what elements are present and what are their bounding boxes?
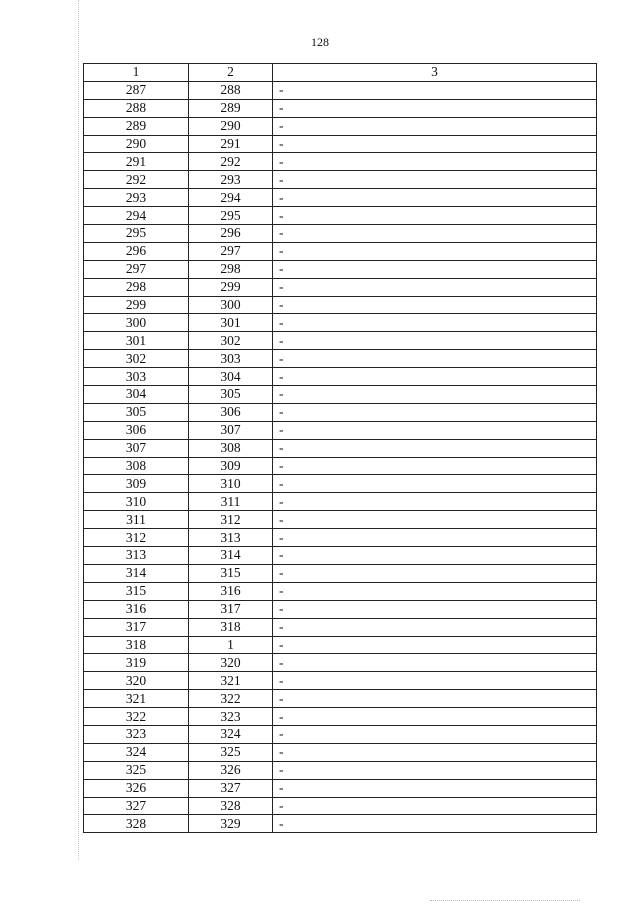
- table-row: [84, 618, 597, 636]
- table-cell-col1: 287: [84, 81, 189, 99]
- table-cell-col2: 311: [189, 493, 273, 511]
- table-cell-col2: 312: [189, 511, 273, 529]
- table-cell-col1: 321: [84, 690, 189, 708]
- table-cell-col2: 291: [189, 135, 273, 153]
- scan-edge-line: [78, 0, 79, 860]
- column-header-3: 3: [273, 64, 597, 82]
- table-row: [84, 332, 597, 350]
- table-cell-col2: 293: [189, 171, 273, 189]
- header-row: [84, 64, 597, 82]
- table-cell-col3: -: [273, 636, 597, 654]
- table-cell-col2: 329: [189, 815, 273, 833]
- table-cell-col2: 322: [189, 690, 273, 708]
- table-cell-col1: 323: [84, 725, 189, 743]
- data-table: [83, 63, 597, 833]
- table-row: [84, 529, 597, 547]
- table-cell-col3: -: [273, 672, 597, 690]
- table-row: [84, 815, 597, 833]
- table-row: [84, 797, 597, 815]
- table-cell-col3: -: [273, 708, 597, 726]
- table-cell-col1: 301: [84, 332, 189, 350]
- table-row: [84, 368, 597, 386]
- table-cell-col1: 297: [84, 260, 189, 278]
- table-cell-col2: 309: [189, 457, 273, 475]
- table-row: [84, 99, 597, 117]
- table-cell-col2: 313: [189, 529, 273, 547]
- table-row: [84, 779, 597, 797]
- table-cell-col2: 296: [189, 225, 273, 243]
- table-cell-col3: -: [273, 564, 597, 582]
- table-cell-col3: -: [273, 582, 597, 600]
- table-cell-col3: -: [273, 332, 597, 350]
- table-row: [84, 439, 597, 457]
- table-row: [84, 296, 597, 314]
- table-row: [84, 547, 597, 565]
- table-cell-col3: -: [273, 314, 597, 332]
- table-row: [84, 672, 597, 690]
- table-row: [84, 564, 597, 582]
- table-cell-col2: 294: [189, 189, 273, 207]
- table-row: [84, 743, 597, 761]
- table-cell-col1: 306: [84, 421, 189, 439]
- table-row: [84, 457, 597, 475]
- table-cell-col3: -: [273, 493, 597, 511]
- table-cell-col2: 328: [189, 797, 273, 815]
- table-cell-col1: 289: [84, 117, 189, 135]
- table-row: [84, 654, 597, 672]
- table-cell-col3: -: [273, 99, 597, 117]
- table-cell-col2: 327: [189, 779, 273, 797]
- table-cell-col2: 315: [189, 564, 273, 582]
- table-row: [84, 260, 597, 278]
- table-row: [84, 690, 597, 708]
- table-cell-col2: 306: [189, 403, 273, 421]
- table-row: [84, 708, 597, 726]
- page-number: 128: [311, 35, 329, 49]
- table-cell-col1: 322: [84, 708, 189, 726]
- table-cell-col2: 323: [189, 708, 273, 726]
- table-cell-col1: 317: [84, 618, 189, 636]
- table-cell-col2: 295: [189, 207, 273, 225]
- table-cell-col2: 290: [189, 117, 273, 135]
- table-cell-col1: 327: [84, 797, 189, 815]
- table-cell-col3: -: [273, 421, 597, 439]
- table-cell-col3: -: [273, 618, 597, 636]
- table-row: [84, 242, 597, 260]
- table-cell-col1: 315: [84, 582, 189, 600]
- table-cell-col2: 1: [189, 636, 273, 654]
- table-cell-col2: 288: [189, 81, 273, 99]
- table-cell-col2: 301: [189, 314, 273, 332]
- table-row: [84, 81, 597, 99]
- table-cell-col1: 324: [84, 743, 189, 761]
- table-row: [84, 117, 597, 135]
- table-cell-col1: 303: [84, 368, 189, 386]
- table-cell-col1: 291: [84, 153, 189, 171]
- table-cell-col2: 317: [189, 600, 273, 618]
- table-cell-col2: 300: [189, 296, 273, 314]
- table-cell-col3: -: [273, 225, 597, 243]
- table-cell-col3: -: [273, 171, 597, 189]
- table-cell-col3: -: [273, 743, 597, 761]
- table-cell-col3: -: [273, 761, 597, 779]
- table-cell-col3: -: [273, 654, 597, 672]
- table-cell-col1: 298: [84, 278, 189, 296]
- table-cell-col1: 311: [84, 511, 189, 529]
- table-cell-col1: 293: [84, 189, 189, 207]
- table-cell-col2: 292: [189, 153, 273, 171]
- table-cell-col1: 295: [84, 225, 189, 243]
- table-row: [84, 582, 597, 600]
- table-cell-col3: -: [273, 207, 597, 225]
- table-row: [84, 421, 597, 439]
- table-cell-col2: 326: [189, 761, 273, 779]
- table-cell-col1: 316: [84, 600, 189, 618]
- table-cell-col1: 325: [84, 761, 189, 779]
- table-cell-col3: -: [273, 797, 597, 815]
- table-cell-col2: 299: [189, 278, 273, 296]
- table-cell-col1: 299: [84, 296, 189, 314]
- table-cell-col1: 319: [84, 654, 189, 672]
- table-cell-col2: 304: [189, 368, 273, 386]
- table-cell-col2: 318: [189, 618, 273, 636]
- table-row: [84, 403, 597, 421]
- table-cell-col3: -: [273, 386, 597, 404]
- table-row: [84, 475, 597, 493]
- table-cell-col1: 328: [84, 815, 189, 833]
- table-cell-col2: 325: [189, 743, 273, 761]
- table-cell-col3: -: [273, 779, 597, 797]
- table-cell-col1: 296: [84, 242, 189, 260]
- table-body: [84, 81, 597, 832]
- table-row: [84, 761, 597, 779]
- table-cell-col2: 307: [189, 421, 273, 439]
- table-cell-col2: 303: [189, 350, 273, 368]
- table-cell-col2: 316: [189, 582, 273, 600]
- table-cell-col1: 292: [84, 171, 189, 189]
- table-row: [84, 135, 597, 153]
- table-cell-col1: 310: [84, 493, 189, 511]
- table-cell-col3: -: [273, 529, 597, 547]
- table-row: [84, 725, 597, 743]
- column-header-1: 1: [84, 64, 189, 82]
- table-cell-col1: 302: [84, 350, 189, 368]
- table-cell-col2: 308: [189, 439, 273, 457]
- table-cell-col2: 289: [189, 99, 273, 117]
- table-cell-col2: 314: [189, 547, 273, 565]
- table-row: [84, 314, 597, 332]
- table-row: [84, 153, 597, 171]
- table-cell-col3: -: [273, 815, 597, 833]
- table-cell-col1: 294: [84, 207, 189, 225]
- table-row: [84, 600, 597, 618]
- table-row: [84, 350, 597, 368]
- table-cell-col3: -: [273, 81, 597, 99]
- table-row: [84, 493, 597, 511]
- table-cell-col1: 320: [84, 672, 189, 690]
- table-cell-col1: 305: [84, 403, 189, 421]
- table-cell-col1: 326: [84, 779, 189, 797]
- scan-mark: [430, 900, 580, 903]
- column-header-2: 2: [189, 64, 273, 82]
- table-row: [84, 636, 597, 654]
- table-cell-col3: -: [273, 511, 597, 529]
- table-cell-col2: 324: [189, 725, 273, 743]
- table-cell-col3: -: [273, 475, 597, 493]
- table-cell-col1: 307: [84, 439, 189, 457]
- table-cell-col3: -: [273, 189, 597, 207]
- table-cell-col3: -: [273, 368, 597, 386]
- table-cell-col3: -: [273, 153, 597, 171]
- table-row: [84, 225, 597, 243]
- table-cell-col1: 309: [84, 475, 189, 493]
- table-row: [84, 207, 597, 225]
- table-row: [84, 511, 597, 529]
- table-cell-col1: 313: [84, 547, 189, 565]
- table-row: [84, 386, 597, 404]
- table-cell-col3: -: [273, 439, 597, 457]
- table-cell-col3: -: [273, 296, 597, 314]
- table-cell-col1: 312: [84, 529, 189, 547]
- table-cell-col1: 290: [84, 135, 189, 153]
- table-cell-col2: 320: [189, 654, 273, 672]
- table-cell-col2: 321: [189, 672, 273, 690]
- table-cell-col3: -: [273, 725, 597, 743]
- table-cell-col3: -: [273, 135, 597, 153]
- table-cell-col3: -: [273, 117, 597, 135]
- table-cell-col3: -: [273, 260, 597, 278]
- table-cell-col2: 305: [189, 386, 273, 404]
- table-cell-col2: 302: [189, 332, 273, 350]
- table-cell-col3: -: [273, 350, 597, 368]
- table-cell-col3: -: [273, 242, 597, 260]
- table-row: [84, 278, 597, 296]
- table-cell-col1: 300: [84, 314, 189, 332]
- table-cell-col3: -: [273, 547, 597, 565]
- table-cell-col2: 297: [189, 242, 273, 260]
- table-row: [84, 171, 597, 189]
- table-cell-col3: -: [273, 403, 597, 421]
- table-cell-col3: -: [273, 457, 597, 475]
- table-cell-col1: 304: [84, 386, 189, 404]
- table-cell-col3: -: [273, 690, 597, 708]
- table-cell-col1: 318: [84, 636, 189, 654]
- table-cell-col1: 308: [84, 457, 189, 475]
- table-cell-col2: 310: [189, 475, 273, 493]
- table-cell-col1: 288: [84, 99, 189, 117]
- table-row: [84, 189, 597, 207]
- table-cell-col3: -: [273, 600, 597, 618]
- table-cell-col1: 314: [84, 564, 189, 582]
- table-cell-col3: -: [273, 278, 597, 296]
- table-cell-col2: 298: [189, 260, 273, 278]
